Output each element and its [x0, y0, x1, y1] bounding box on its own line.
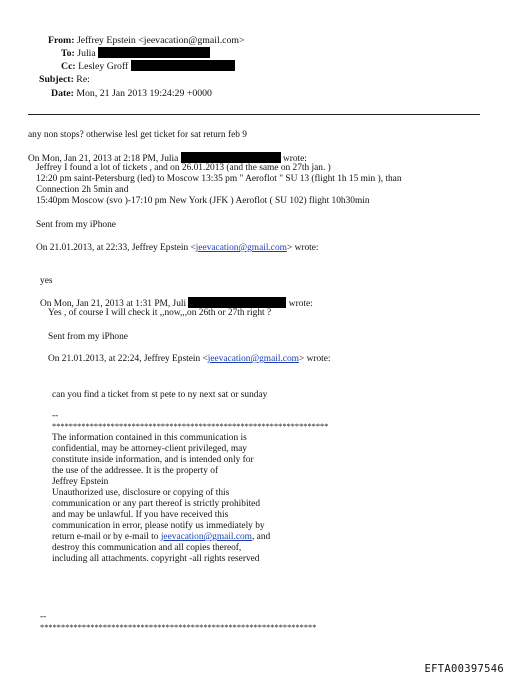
from-name: Jeffrey Epstein < — [76, 35, 144, 46]
date-value: Mon, 21 Jan 2013 19:24:29 +0000 — [76, 88, 212, 99]
email-link[interactable]: jeevacation@gmail.com — [195, 243, 287, 253]
date-label: Date: — [51, 88, 74, 99]
quote3-intro-text: On Mon, Jan 21, 2013 at 1:31 PM, Juli — [40, 299, 187, 309]
separator-dashes: -- — [52, 411, 59, 421]
disclaimer-line: destroy this communication and all copies thereof, — [52, 543, 242, 553]
subject-row — [39, 74, 90, 86]
header-divider — [28, 114, 480, 115]
quote1-line: 12:20 pm saint-Petersburg (led) to Moscow 13:35 pm " Aeroflot " SU 13 (flight 1h 15 min ), than — [36, 174, 402, 184]
quote1-line: Connection 2h 5min and — [36, 185, 129, 195]
email-link[interactable]: jeevacation@gmail.com — [207, 354, 299, 364]
disclaimer-line: Jeffrey Epstein — [52, 477, 109, 487]
redaction-box — [98, 47, 210, 58]
quote4-close: > wrote: — [298, 354, 331, 364]
quote1-intro-text: On Mon, Jan 21, 2013 at 2:18 PM, Julia — [28, 154, 179, 164]
disclaimer-line — [52, 532, 270, 543]
email-link[interactable]: jeevacation@gmail.com — [160, 532, 252, 542]
separator-dashes: -- — [40, 612, 47, 622]
quote4-intro-text: On 21.01.2013, at 22:24, Jeffrey Epstein < — [48, 354, 208, 364]
quote2-intro-text: On 21.01.2013, at 22:33, Jeffrey Epstein < — [36, 243, 196, 253]
signature: Sent from my iPhone — [36, 220, 116, 230]
cc-name: Lesley Groff — [78, 61, 129, 72]
quote2-intro — [36, 243, 319, 254]
from-label: From: — [48, 35, 75, 46]
bates-number: EFTA00397546 — [424, 663, 504, 675]
disclaimer-line: The information contained in this communication is — [52, 433, 247, 443]
disclaimer-line: constitute inside information, and is intended only for — [52, 455, 254, 465]
disclaimer-line: communication or any part thereof is strictly prohibited — [52, 499, 261, 509]
cc-label: Cc: — [61, 61, 76, 72]
redaction-box — [131, 60, 235, 71]
signature: Sent from my iPhone — [48, 332, 128, 342]
subject-value: Re: — [76, 74, 90, 85]
disclaimer-line: and may be unlawful. If you have received this — [52, 510, 229, 520]
disclaimer-line: confidential, may be attorney-client privileged, may — [52, 444, 247, 454]
cc-row — [61, 60, 235, 73]
quote1-wrote: wrote: — [282, 154, 307, 164]
disclaimer-line: Unauthorized use, disclosure or copying of this — [52, 488, 230, 498]
quote3-wrote: wrote: — [288, 299, 313, 309]
separator-stars: ****************************************************************** — [52, 422, 329, 431]
date-row — [51, 88, 212, 100]
reply-line: any non stops? otherwise lesl get ticket for sat return feb 9 — [28, 130, 247, 140]
from-email[interactable]: jeevacation@gmail.com — [143, 35, 240, 46]
quote2-close: > wrote: — [286, 243, 319, 253]
from-row — [48, 35, 245, 47]
quote1-line: Jeffrey I found a lot of tickets , and on 26.01.2013 (and the same on 27th jan. ) — [36, 163, 331, 173]
disclaimer-line: communication in error, please notify us immediately by — [52, 521, 265, 531]
disclaimer-line: including all attachments. copyright -all rights reserved — [52, 554, 260, 564]
quote4-line: can you find a ticket from st pete to ny next sat or sunday — [52, 390, 268, 400]
quote1-line: 15:40pm Moscow (svo )-17:10 pm New York (JFK ) Aeroflot ( SU 102) flight 10h30min — [36, 196, 370, 206]
quote3-line: Yes , of course I will check it ,,now,,,on 26th or 27th right ? — [48, 308, 272, 318]
redaction-box — [181, 152, 281, 163]
subject-label: Subject: — [39, 74, 74, 85]
to-name: Julia — [77, 48, 96, 59]
disclaimer-line: the use of the addressee. It is the property of — [52, 466, 219, 476]
disclaimer-text: , and — [251, 532, 271, 542]
to-row — [61, 47, 210, 60]
from-close: > — [239, 35, 245, 46]
yes-line: yes — [40, 276, 53, 286]
separator-stars: ****************************************************************** — [40, 623, 317, 632]
disclaimer-text: return e-mail or by e-mail to — [52, 532, 161, 542]
to-label: To: — [61, 48, 75, 59]
redaction-box — [188, 297, 286, 308]
quote4-intro — [48, 354, 331, 365]
